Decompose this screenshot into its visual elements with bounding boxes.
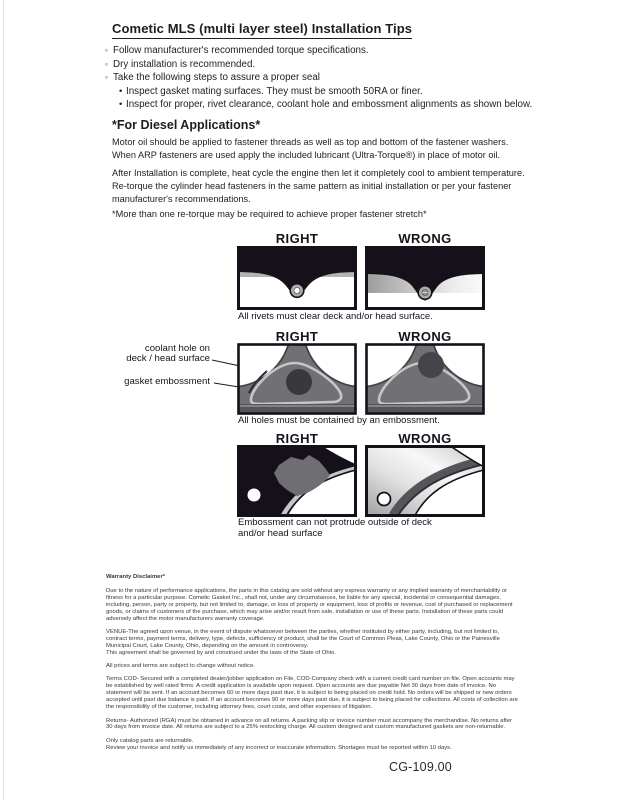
diesel-paragraph-1: Motor oil should be applied to fastener threads as well as top and bottom of the fastener washers. When ARP fasteners are used apply the included lubricant (Ultra-Torque®) in place of motor oil. xyxy=(112,137,509,161)
list-item xyxy=(105,58,545,72)
bullet-icon: ◦ xyxy=(105,58,109,69)
list-sub-item xyxy=(105,98,545,112)
row2-wrong-label: WRONG xyxy=(398,329,452,344)
list-sub-item xyxy=(105,85,545,99)
legal-paragraph: This agreement shall be governed by and construed under the laws of the State of Ohio. xyxy=(106,649,336,656)
legal-paragraph: VENUE-The agreed upon venue, in the event of dispute whatsoever between the parties, whether instituted by either party, including, but not limited to, contract terms, payment terms, delivery, type, defects, sufficiency of product, shall be the Court of Common Pleas, Lake County, Ohio or the Painesville Municipal Court, Lake County, Ohio, depending on the amount in controversy. xyxy=(106,628,500,649)
diesel-heading: *For Diesel Applications* xyxy=(112,118,261,132)
embossment-containment-wrong-diagram xyxy=(365,343,485,415)
list-item-text: Take the following steps to assure a proper seal xyxy=(113,72,320,83)
bullet-icon: • xyxy=(119,99,123,110)
list-item xyxy=(105,71,545,85)
coolant-hole-annotation: coolant hole on deck / head surface xyxy=(126,343,210,364)
legal-paragraph: Returns- Authorized (RGA) must be obtained in advance on all returns. A packing slip or invoice number must accompany the merchandise. No returns after 30 days from invoice date. All returns are subject to a 25% restocking charge. All custom designed and custom manufactured gaskets are non-returnable. xyxy=(106,717,513,731)
list-item-text: Follow manufacturer's recommended torque specifications. xyxy=(113,45,369,56)
list-item-text: Inspect gasket mating surfaces. They must be smooth 50RA or finer. xyxy=(126,85,423,97)
installation-tips-list xyxy=(105,44,545,112)
page-number: CG-109.00 xyxy=(389,760,452,774)
diesel-note: *More than one re-torque may be required to achieve proper fastener stretch* xyxy=(112,209,427,219)
embossment-protrusion-wrong-diagram xyxy=(365,445,485,517)
gasket-embossment-annotation: gasket embossment xyxy=(124,376,210,387)
legal-paragraph: Only catalog parts are returnable. xyxy=(106,737,194,744)
row2-caption: All holes must be contained by an embossment. xyxy=(238,415,440,426)
list-item xyxy=(105,44,545,58)
embossment-protrusion-right-diagram xyxy=(237,445,357,517)
row2-right-label: RIGHT xyxy=(275,329,319,344)
list-item-text: Dry installation is recommended. xyxy=(113,58,256,70)
row1-caption: All rivets must clear deck and/or head surface. xyxy=(238,311,433,322)
rivet-clearance-right-diagram xyxy=(237,246,357,310)
legal-paragraph: Due to the nature of performance applications, the parts in this catalog are sold without any express warranty or any implied warranty of merchantability or fitness for a particular purpose. Cometic Gasket Inc., shall not, under any circumstances, be liable for any special, incidental or consequential damages, including, person, party or property, but not limited to, damage, or loss of property or equipment, loss of profits or revenue, cost of purchased or replacement goods, or claims of customers of the purchase, which may arise and/or result from sale, installation or use of these parts. Installation of these parts could adversely affect the motor manufacturers warranty coverage. xyxy=(106,587,513,622)
legal-paragraph: Review your invoice and notify us immediately of any incorrect or inaccurate information. Shortages must be reported within 10 days. xyxy=(106,744,452,751)
bullet-icon: ◦ xyxy=(105,45,109,55)
page-title: Cometic MLS (multi layer steel) Installation Tips xyxy=(112,21,412,39)
legal-paragraph: Terms COD- Secured with a completed dealer/jobber application on File, COD-Company check with a current credit card number on file. Open accounts may be established by well rated firms. A credit application is available upon request. Open accounts are due payable Net 30 days from date of invoice. No statement will be sent. If an account becomes 60 or more days past due, it is subject to being placed on credit hold. No orders will be shipped or new orders accepted until past due balance is paid. If an account becomes 90 or more days past due, it is subject to being placed for collections. All costs of collection are the responsibility of the customer, including attorney fees, court costs, and other expenses of litigation. xyxy=(106,676,518,711)
row1-wrong-label: WRONG xyxy=(398,231,452,246)
row3-caption: Embossment can not protrude outside of deck and/or head surface xyxy=(238,517,432,539)
row1-right-label: RIGHT xyxy=(275,231,319,246)
row3-right-label: RIGHT xyxy=(275,431,319,446)
legal-heading: Warranty Disclaimer* xyxy=(106,574,166,580)
bullet-icon: • xyxy=(119,85,123,97)
bullet-icon: ◦ xyxy=(105,72,109,82)
diesel-paragraph-2: After Installation is complete, heat cycle the engine then let it completely cool to ambient temperature. Re-torque the cylinder head fasteners in the same pattern as initial installation or per your fastener manufacturer's recommendations. xyxy=(112,168,525,205)
rivet-clearance-wrong-diagram xyxy=(365,246,485,310)
warranty-disclaimer-section xyxy=(106,574,518,758)
embossment-containment-right-diagram xyxy=(237,343,357,415)
list-item-text: Inspect for proper, rivet clearance, coolant hole and embossment alignments as shown below. xyxy=(126,99,533,110)
legal-paragraph: All prices and terms are subject to change without notice. xyxy=(106,663,255,670)
row3-wrong-label: WRONG xyxy=(398,431,452,446)
page-edge-artifact xyxy=(3,0,4,800)
